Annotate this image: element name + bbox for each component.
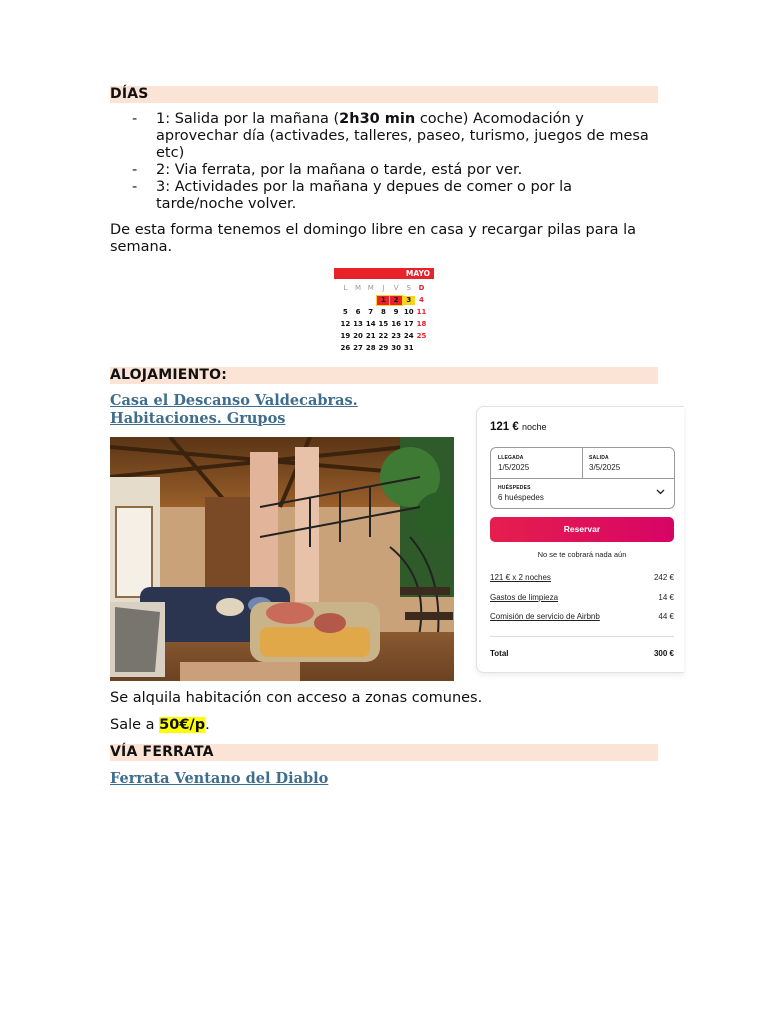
calendar-day: 17 [403,320,414,328]
calendar-day-name: V [393,284,399,292]
lodging-photo [110,437,454,681]
calendar-day-name: D [418,284,425,292]
calendar-day: 29 [378,344,389,352]
guests-field[interactable] [491,479,674,508]
price-line-label[interactable]: 121 € x 2 noches [490,573,551,582]
calendar-day-name: L [343,284,348,292]
calendar-day-name: J [382,284,385,292]
total-row [490,649,674,658]
list-item: - 1: Salida por la mañana (2h30 min coche) Acomodación y aprovechar día (activades, talleres, paseo, turismo, juegos de mesa etc) [132,111,649,161]
chevron-down-icon[interactable] [656,487,665,497]
lodging-description: Se alquila habitación con acceso a zonas comunes. [110,690,483,706]
section-heading-via-ferrata: VÍA FERRATA [110,744,658,761]
price-line [490,573,674,582]
price-line [490,612,674,621]
section-heading-alojamiento: ALOJAMIENTO: [110,367,658,384]
calendar-day: 11 [416,308,427,316]
calendar-grid [339,284,434,353]
calendar-day-name: M [367,284,374,292]
arrival-field[interactable] [491,448,582,478]
price-line-label[interactable]: Comisión de servicio de Airbnb [490,612,600,621]
calendar-day: 20 [353,332,363,340]
calendar-day-name: M [355,284,362,292]
calendar-day: 23 [391,332,401,340]
calendar-day: 6 [355,308,361,316]
price-line-value: 14 € [658,593,674,602]
calendar [334,268,434,353]
section-heading-dias: DÍAS [110,86,658,103]
calendar-month: MAYO [334,268,434,279]
calendar-day: 14 [365,320,376,328]
price-line-label[interactable]: Gastos de limpieza [490,593,559,602]
calendar-day [352,296,365,305]
days-list [110,111,650,213]
calendar-day: 25 [416,332,427,340]
guests-value: 6 huéspedes [498,493,544,502]
divider [490,636,674,637]
calendar-day: 1 [377,296,390,305]
price-line-value: 44 € [658,612,674,621]
price-highlight: 50€/p [159,717,206,733]
calendar-day: 9 [393,308,399,316]
price-line [490,593,674,602]
price-line-value: 242 € [653,573,674,582]
calendar-day-name: S [406,284,411,292]
calendar-day: 5 [342,308,348,316]
calendar-day: 13 [353,320,363,328]
calendar-day: 21 [365,332,376,340]
total-value: 300 € [653,649,674,658]
reserve-button[interactable]: Reservar [490,517,674,542]
calendar-day: 3 [402,296,415,305]
calendar-day [415,344,428,353]
calendar-day [339,296,352,305]
calendar-day: 8 [380,308,386,316]
calendar-day: 26 [340,344,351,352]
no-charge-note: No se te cobrará nada aún [537,550,627,559]
list-item: - 2: Via ferrata, por la mañana o tarde, está por ver. [132,162,523,178]
calendar-day: 24 [403,332,414,340]
departure-field[interactable] [583,448,674,478]
lodging-link[interactable]: Casa el Descanso Valdecabras. Habitaciones. Grupos [110,392,358,427]
list-item: - 3: Actividades por la mañana y depues de comer o por la tarde/noche volver. [132,179,573,212]
calendar-day: 16 [391,320,401,328]
calendar-day: 28 [365,344,376,352]
calendar-day: 15 [378,320,389,328]
calendar-day: 19 [340,332,351,340]
calendar-day: 30 [391,344,401,352]
ferrata-link[interactable]: Ferrata Ventano del Diablo [110,770,329,787]
calendar-day: 7 [368,308,374,316]
arrival-label: LLEGADA [498,455,524,461]
departure-label: SALIDA [589,455,609,461]
calendar-day: 10 [403,308,414,316]
calendar-day: 18 [416,320,427,328]
departure-value: 3/5/2025 [589,463,621,472]
calendar-day: 22 [378,332,389,340]
calendar-day [364,296,377,305]
lodging-price-text: Sale a 50€/p. [110,717,210,733]
calendar-day: 31 [403,344,414,352]
guests-label: HUÉSPEDES [498,485,531,491]
calendar-day: 12 [340,320,351,328]
total-label: Total [490,649,509,658]
booking-card [476,406,684,673]
weekend-paragraph: De esta forma tenemos el domingo libre en casa y recargar pilas para la semana. [110,222,637,255]
calendar-day: 27 [353,344,363,352]
arrival-value: 1/5/2025 [498,463,530,472]
booking-fields [490,447,675,509]
calendar-day: 4 [419,296,424,304]
nightly-price: 121 € noche [490,421,547,433]
calendar-day: 2 [390,296,403,305]
